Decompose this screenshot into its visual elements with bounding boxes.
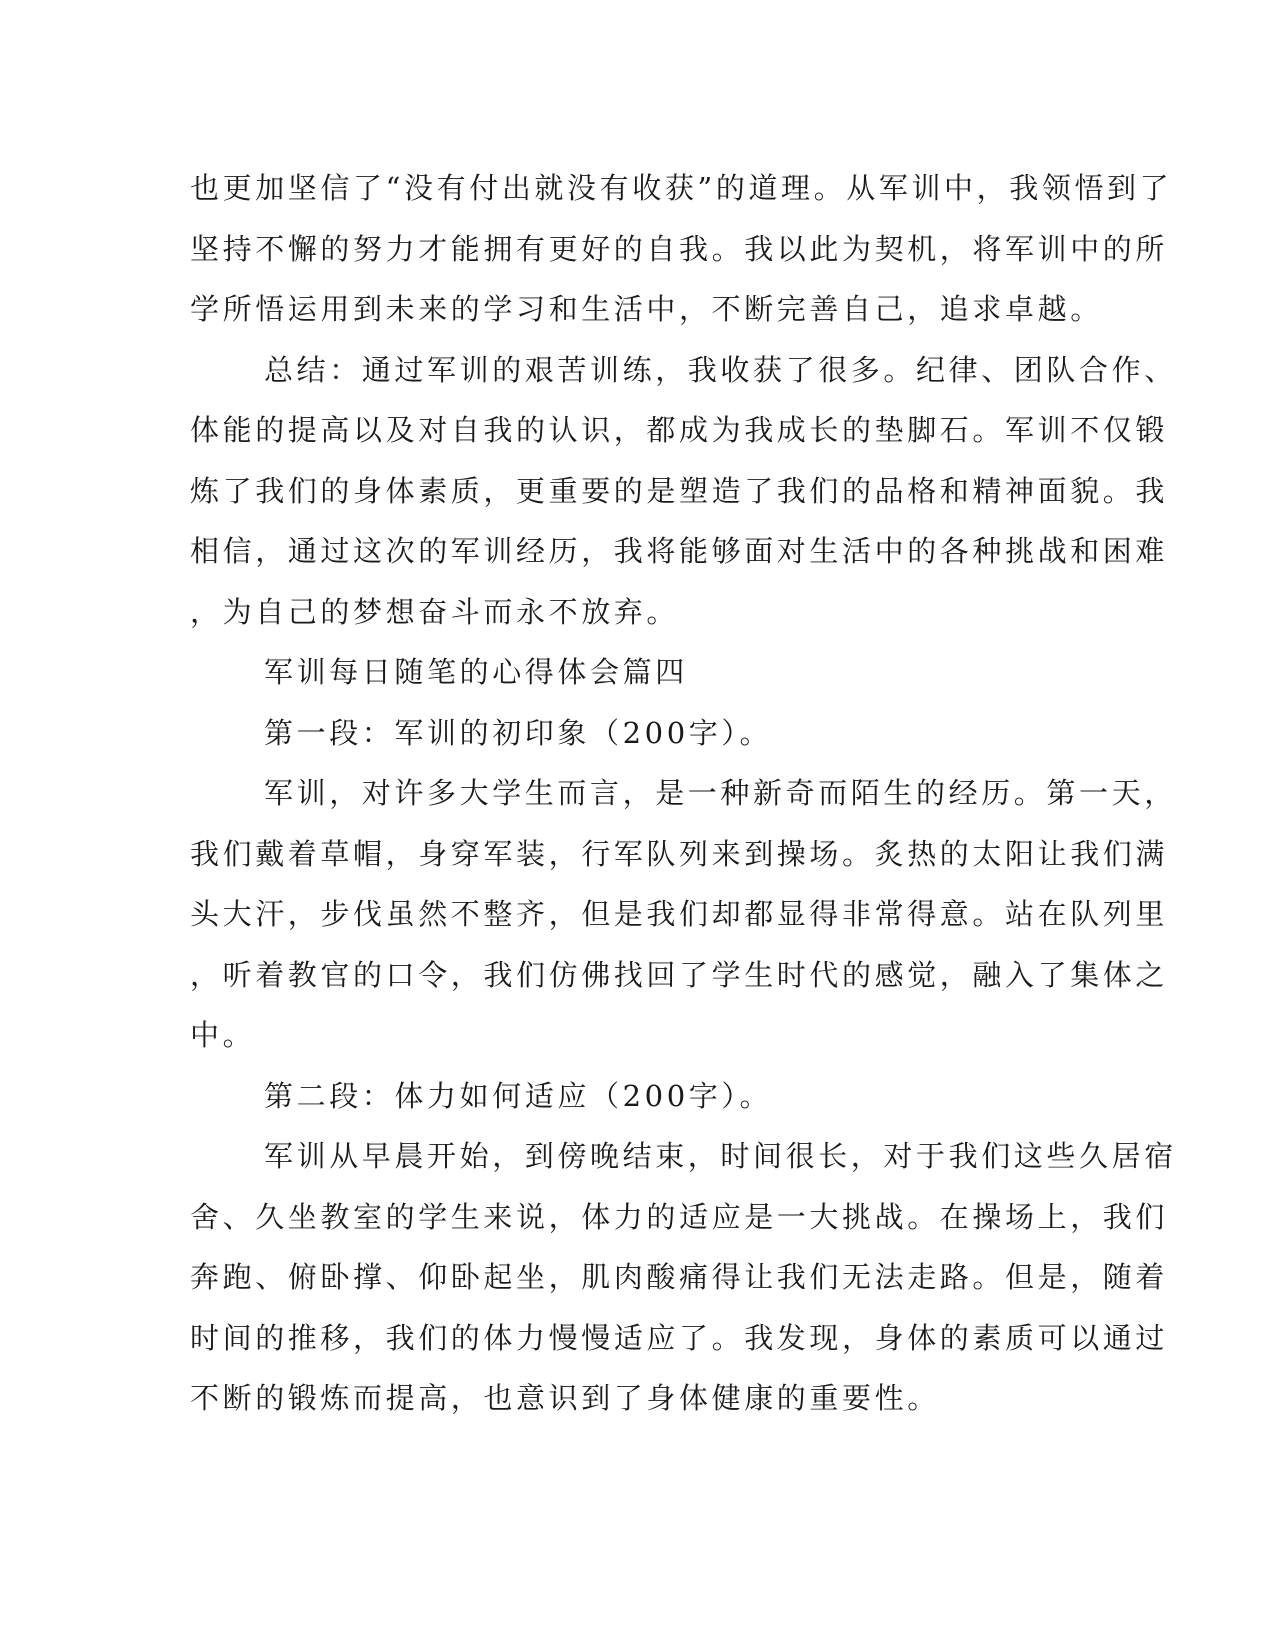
text-line: 头大汗，步伐虽然不整齐，但是我们却都显得非常得意。站在队列里 <box>190 897 1169 931</box>
paragraph-start: 军训从早晨开始，到傍晚结束，时间很长，对于我们这些久居宿 <box>264 1139 1177 1173</box>
paragraph-heading-1: 第一段：军训的初印象（200字）。 <box>264 715 773 750</box>
text-line: 我们戴着草帽，身穿军装，行军队列来到操场。炙热的太阳让我们满 <box>190 836 1169 871</box>
text-line: 坚持不懈的努力才能拥有更好的自我。我以此为契机，将军训中的所 <box>190 231 1169 266</box>
text-line: ，为自己的梦想奋斗而永不放弃。 <box>190 594 680 629</box>
text-line: 学所悟运用到未来的学习和生活中，不断完善自己，追求卓越。 <box>190 292 1103 326</box>
summary-paragraph-start: 总结：通过军训的艰苦训练，我收获了很多。纪律、团队合作、 <box>264 352 1177 387</box>
paragraph-start: 军训，对许多大学生而言，是一种新奇而陌生的经历。第一天， <box>264 776 1177 810</box>
section-title: 军训每日随笔的心得体会篇四 <box>264 655 688 689</box>
text-line: 中。 <box>190 1018 256 1052</box>
text-line: 时间的推移，我们的体力慢慢适应了。我发现，身体的素质可以通过 <box>190 1320 1169 1355</box>
document-body <box>190 158 1177 1429</box>
text-line: ，听着教官的口令，我们仿佛找回了学生时代的感觉，融入了集体之 <box>190 957 1169 992</box>
text-line: 相信，通过这次的军训经历，我将能够面对生活中的各种挑战和困难 <box>190 534 1169 568</box>
text-line: 舍、久坐教室的学生来说，体力的适应是一大挑战。在操场上，我们 <box>190 1199 1169 1234</box>
text-line: 也更加坚信了“没有付出就没有收获”的道理。从军训中，我领悟到了 <box>190 171 1173 205</box>
text-line: 奔跑、俯卧撑、仰卧起坐，肌肉酸痛得让我们无法走路。但是，随着 <box>190 1260 1169 1294</box>
text-line: 体能的提高以及对自我的认识，都成为我成长的垫脚石。军训不仅锻 <box>190 413 1169 447</box>
text-line: 不断的锻炼而提高，也意识到了身体健康的重要性。 <box>190 1381 940 1415</box>
paragraph-heading-2: 第二段：体力如何适应（200字）。 <box>264 1078 773 1113</box>
text-line: 炼了我们的身体素质，更重要的是塑造了我们的品格和精神面貌。我 <box>190 473 1169 508</box>
